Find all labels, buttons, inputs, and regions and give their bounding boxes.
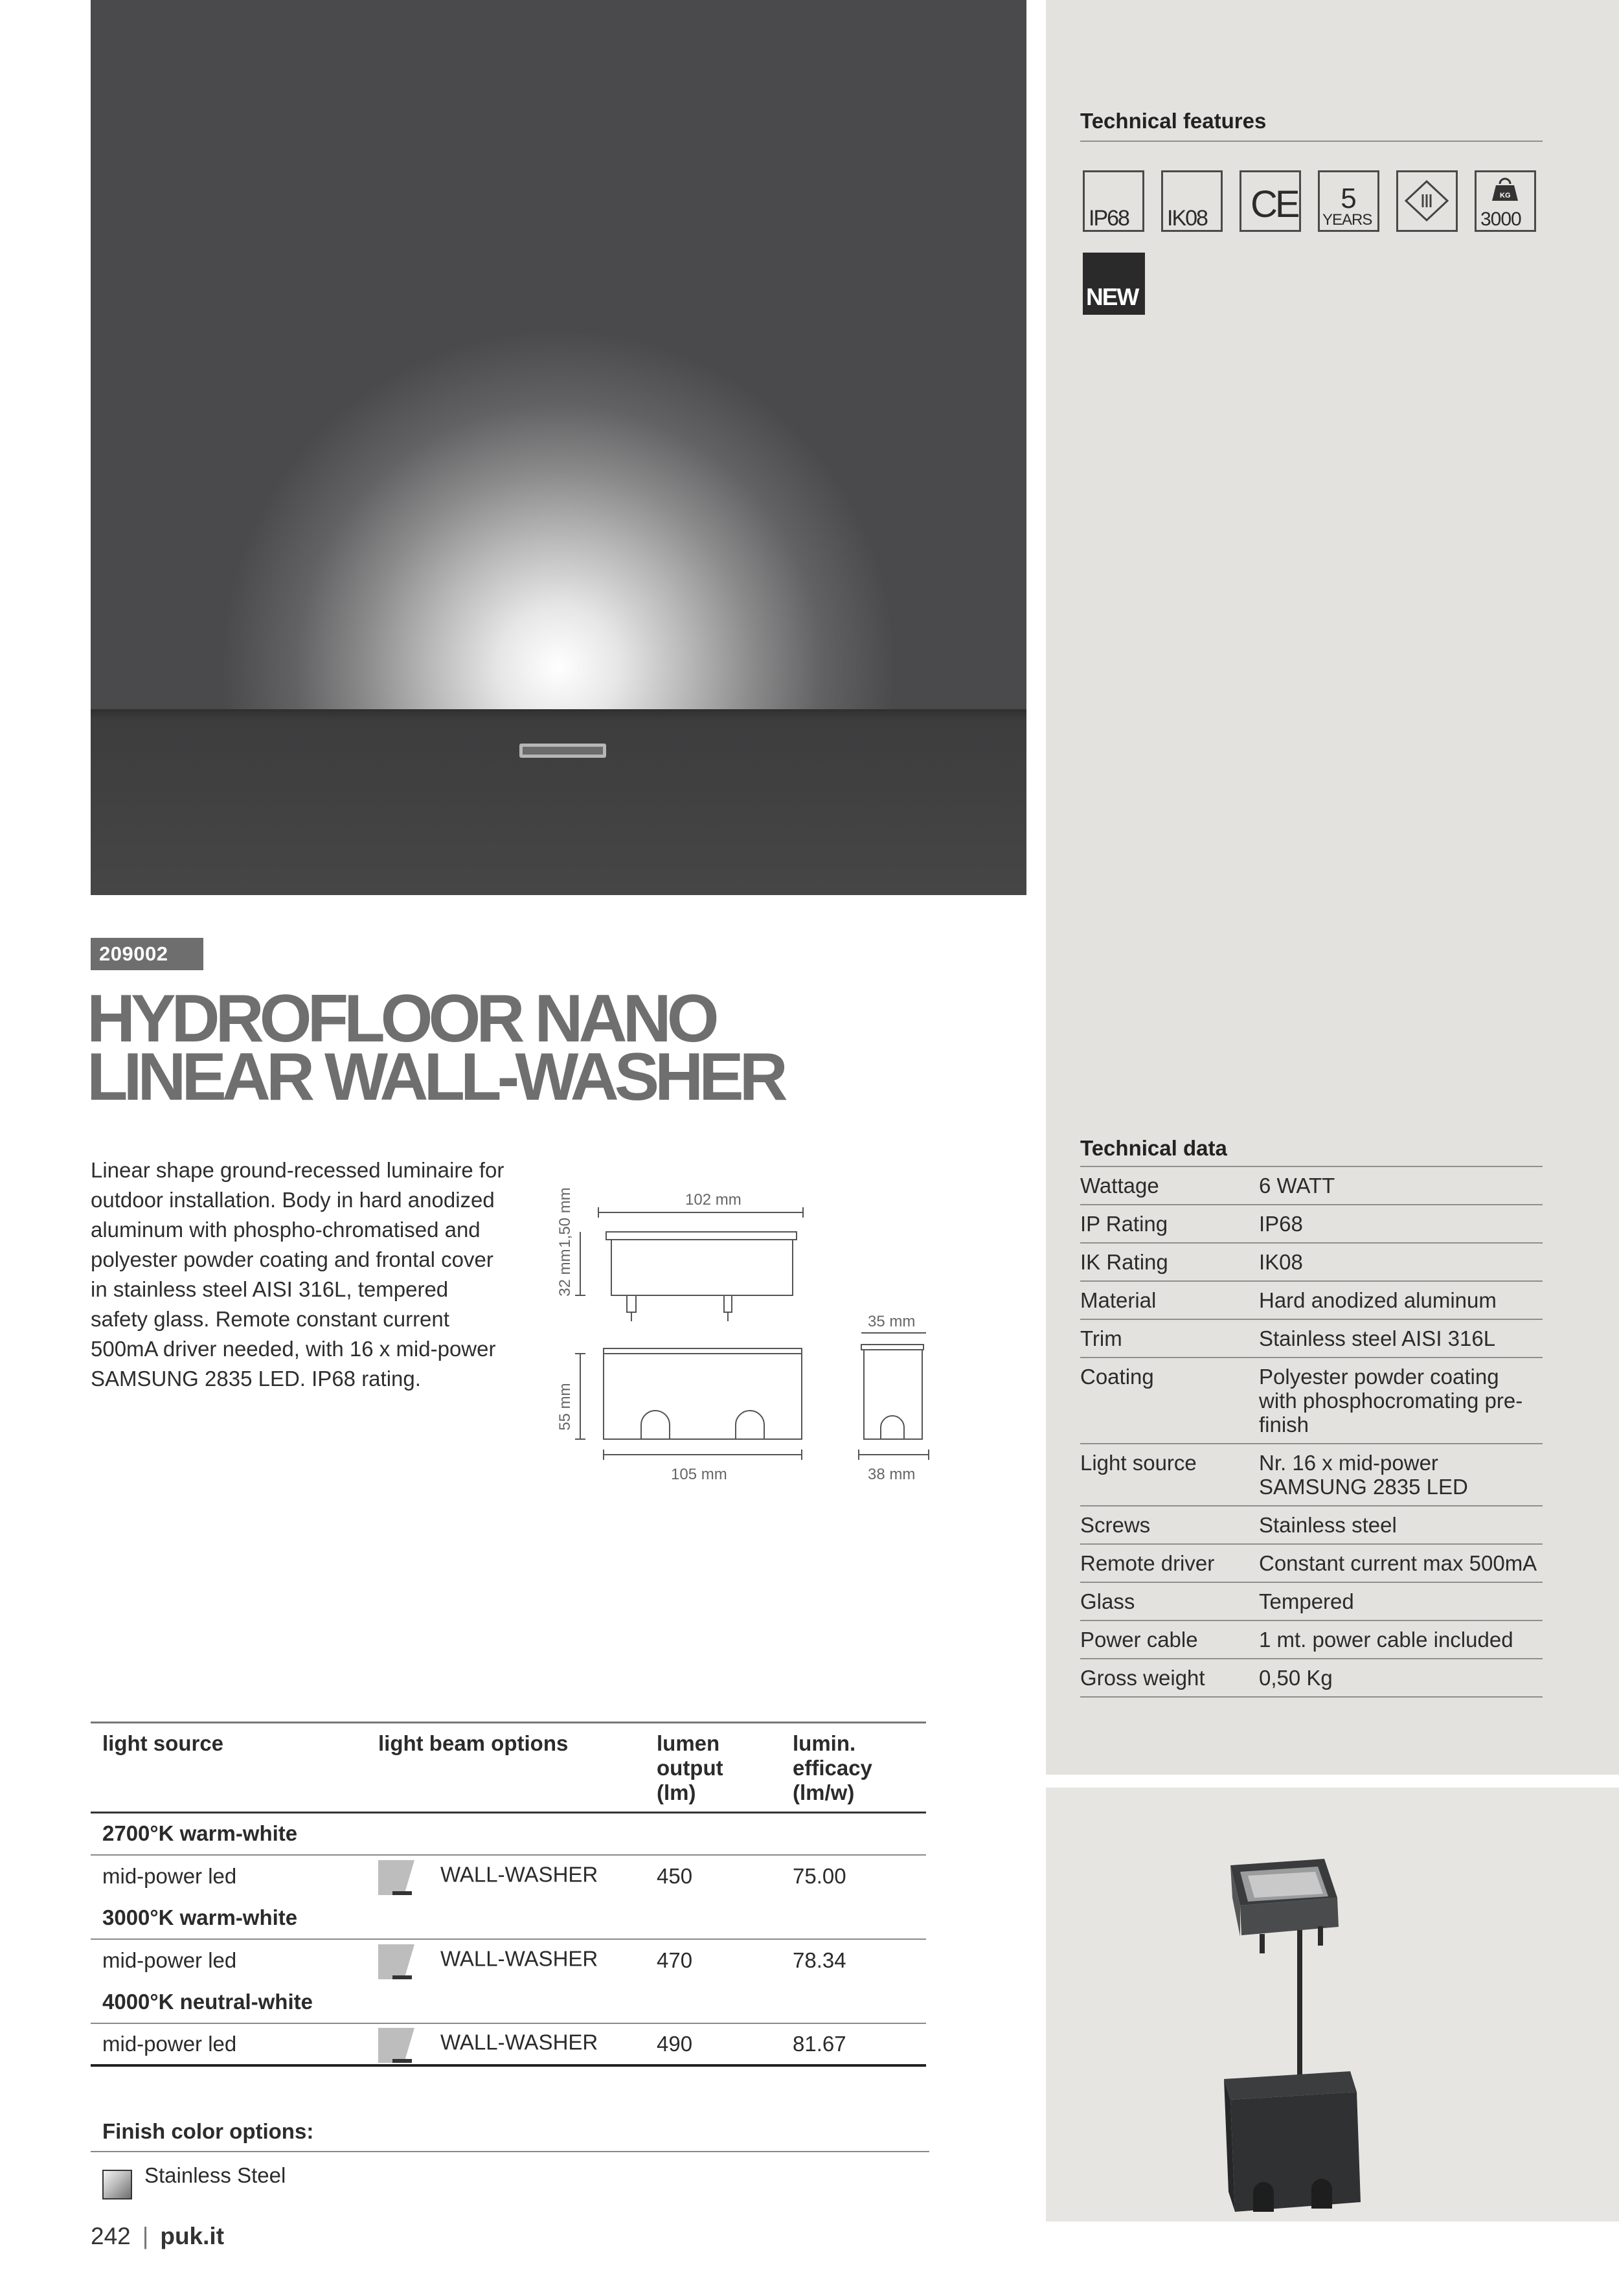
page-footer xyxy=(91,2223,224,2250)
dim-flange: 1,50 mm xyxy=(556,1187,574,1248)
install-box xyxy=(604,1354,802,1439)
light-source-table xyxy=(91,1722,926,2067)
spec-key: Coating xyxy=(1080,1358,1259,1444)
product-description: Linear shape ground-recessed luminaire for outdoor installation. Body in hard anodized aluminum with phospho-chromatised and polyester powder coating and frontal cover in stainless steel AISI 316L, tempered safety glass. Remote constant current 500mA driver needed, with 16 x mid-power SAMSUNG 2835 LED. IP68 rating. xyxy=(91,1158,504,1391)
cell-beam: WALL-WASHER xyxy=(367,1939,645,1981)
dim-side-top: 35 mm xyxy=(868,1313,916,1330)
ik08-icon: IK08 xyxy=(1161,170,1223,232)
technical-features-heading: Technical features xyxy=(1080,109,1267,133)
ip68-icon: IP68 xyxy=(1083,170,1144,232)
table-row xyxy=(91,1855,926,1897)
spec-key: IK Rating xyxy=(1080,1243,1259,1281)
cell-source: mid-power led xyxy=(91,2023,367,2065)
cell-beam: WALL-WASHER xyxy=(367,2023,645,2065)
product-render-photo xyxy=(1046,1788,1619,2222)
table-row xyxy=(1080,1358,1543,1444)
table-row xyxy=(1080,1166,1543,1205)
dim-box-width: 105 mm xyxy=(671,1466,727,1483)
title-line-2: LINEAR WALL-WASHER xyxy=(87,1040,784,1115)
box-top-edge xyxy=(604,1348,802,1354)
hero-photo xyxy=(91,0,1026,895)
spec-value: 1 mt. power cable included xyxy=(1259,1620,1543,1659)
lit-wall xyxy=(91,0,1026,709)
recessed-fixture xyxy=(519,744,606,758)
page-number: 242 xyxy=(91,2223,131,2249)
spec-key: Light source xyxy=(1080,1444,1259,1506)
class-iii-diamond-icon xyxy=(1398,172,1456,230)
dim-box-height: 55 mm xyxy=(556,1383,574,1431)
finish-divider xyxy=(91,2151,929,2152)
finish-option-label: Stainless Steel xyxy=(144,2163,286,2187)
website-link[interactable]: puk.it xyxy=(160,2223,225,2249)
spec-key: IP Rating xyxy=(1080,1205,1259,1243)
technical-drawing xyxy=(544,1159,945,1506)
floor xyxy=(91,709,1026,895)
spec-value: Constant current max 500mA xyxy=(1259,1544,1543,1582)
table-row xyxy=(1080,1659,1543,1697)
header-efficacy: lumin. efficacy (lm/w) xyxy=(781,1723,926,1813)
wall-washer-beam-icon xyxy=(378,2025,414,2063)
cell-source: mid-power led xyxy=(91,1855,367,1897)
title-line-1: HYDROFLOOR NANO xyxy=(87,981,715,1056)
table-group-row xyxy=(91,1897,926,1939)
cell-efficacy: 75.00 xyxy=(781,1855,926,1897)
side-view-top xyxy=(861,1345,923,1350)
spec-value: Tempered xyxy=(1259,1582,1543,1620)
cell-lumen: 490 xyxy=(645,2023,781,2065)
finish-options-heading: Finish color options: xyxy=(102,2119,314,2143)
spec-value: IK08 xyxy=(1259,1243,1543,1281)
table-row xyxy=(91,2023,926,2065)
fixture-body xyxy=(611,1240,793,1295)
group-label: 4000°K neutral-white xyxy=(102,1989,313,2014)
warranty-5-years-icon: 5 YEARS xyxy=(1318,170,1379,232)
spec-key: Remote driver xyxy=(1080,1544,1259,1582)
table-row xyxy=(1080,1243,1543,1281)
table-row xyxy=(1080,1506,1543,1544)
spec-key: Power cable xyxy=(1080,1620,1259,1659)
table-row xyxy=(1080,1205,1543,1243)
spec-key: Glass xyxy=(1080,1582,1259,1620)
weight-icon xyxy=(1477,177,1534,203)
cell-efficacy: 78.34 xyxy=(781,1939,926,1981)
trim-flange xyxy=(606,1232,797,1240)
dim-body-height: 32 mm xyxy=(556,1249,574,1297)
table-header-row xyxy=(91,1723,926,1813)
table-row xyxy=(1080,1444,1543,1506)
spec-value: Stainless steel xyxy=(1259,1506,1543,1544)
spec-key: Gross weight xyxy=(1080,1659,1259,1697)
table-row xyxy=(1080,1544,1543,1582)
ce-mark-icon: CE xyxy=(1240,170,1301,232)
spec-key: Screws xyxy=(1080,1506,1259,1544)
cell-lumen: 470 xyxy=(645,1939,781,1981)
cell-beam: WALL-WASHER xyxy=(367,1855,645,1897)
spec-value: 0,50 Kg xyxy=(1259,1659,1543,1697)
new-badge: NEW xyxy=(1083,253,1145,315)
spec-value: 6 WATT xyxy=(1259,1166,1543,1205)
header-beam-options: light beam options xyxy=(367,1723,645,1813)
cell-source: mid-power led xyxy=(91,1939,367,1981)
header-lumen-output: lumen output (lm) xyxy=(645,1723,781,1813)
spec-value: Polyester powder coating with phosphocromating pre-finish xyxy=(1259,1358,1543,1444)
side-view-box xyxy=(864,1350,922,1439)
table-row xyxy=(1080,1281,1543,1319)
spec-key: Trim xyxy=(1080,1319,1259,1358)
product-code-badge: 209002 xyxy=(91,938,203,970)
product-render xyxy=(1046,1788,1619,2222)
technical-data-table xyxy=(1080,1166,1543,1698)
dim-side-bottom: 38 mm xyxy=(868,1466,916,1483)
cell-lumen: 450 xyxy=(645,1855,781,1897)
group-label: 3000°K warm-white xyxy=(102,1905,298,1929)
spec-value: IP68 xyxy=(1259,1205,1543,1243)
spec-key: Material xyxy=(1080,1281,1259,1319)
spec-value: Nr. 16 x mid-power SAMSUNG 2835 LED xyxy=(1259,1444,1543,1506)
technical-features-divider xyxy=(1080,141,1543,142)
table-group-row xyxy=(91,1813,926,1855)
table-group-row xyxy=(91,1981,926,2023)
footer-separator: | xyxy=(142,2223,149,2249)
class-iii-icon xyxy=(1396,170,1458,232)
technical-data-heading: Technical data xyxy=(1080,1136,1227,1160)
table-row xyxy=(1080,1620,1543,1659)
table-row xyxy=(1080,1582,1543,1620)
stainless-steel-swatch xyxy=(102,2170,132,2199)
wall-washer-beam-icon xyxy=(378,1858,414,1895)
product-title xyxy=(87,981,1006,1115)
header-light-source: light source xyxy=(91,1723,367,1813)
spec-value: Stainless steel AISI 316L xyxy=(1259,1319,1543,1358)
weight-3000-kg-icon: KG 3000 xyxy=(1475,170,1536,232)
spec-value: Hard anodized aluminum xyxy=(1259,1281,1543,1319)
dim-top-width: 102 mm xyxy=(685,1191,742,1209)
wall-washer-beam-icon xyxy=(378,1942,414,1979)
spec-key: Wattage xyxy=(1080,1166,1259,1205)
group-label: 2700°K warm-white xyxy=(102,1821,298,1846)
table-row xyxy=(91,1939,926,1981)
table-row xyxy=(1080,1319,1543,1358)
cell-efficacy: 81.67 xyxy=(781,2023,926,2065)
